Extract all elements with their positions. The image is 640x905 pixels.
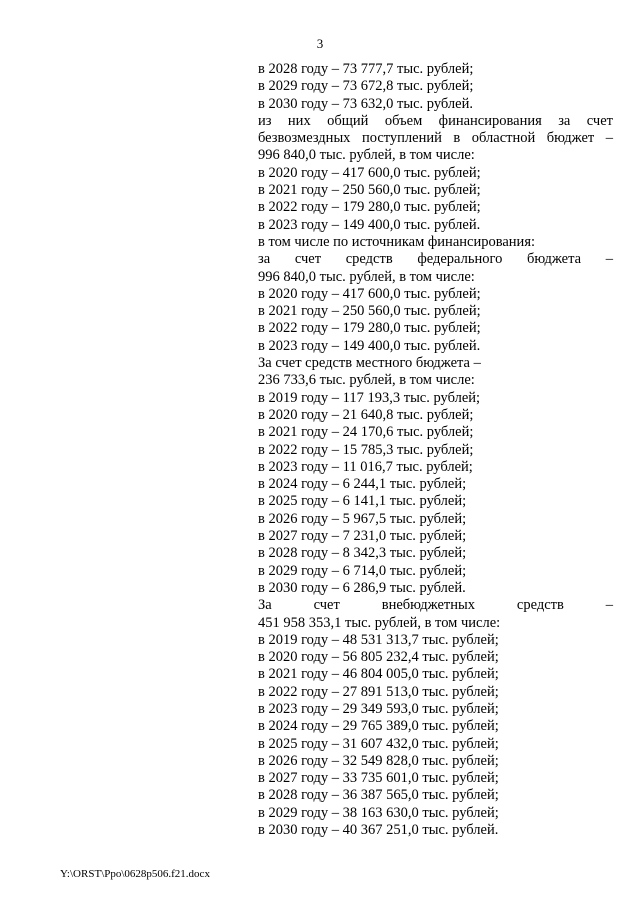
text-line: из них общий объем финансирования за счет bbox=[258, 112, 613, 129]
text-line: в 2020 году – 21 640,8 тыс. рублей; bbox=[258, 406, 474, 423]
text-line: в 2023 году – 149 400,0 тыс. рублей. bbox=[258, 337, 481, 354]
text-line: в 2026 году – 5 967,5 тыс. рублей; bbox=[258, 510, 467, 527]
text-line: За счет внебюджетных средств – bbox=[258, 597, 613, 614]
text-line: в 2023 году – 29 349 593,0 тыс. рублей; bbox=[258, 700, 499, 717]
text-line: 996 840,0 тыс. рублей, в том числе: bbox=[258, 268, 475, 285]
document-body bbox=[258, 61, 613, 839]
text-line: 451 958 353,1 тыс. рублей, в том числе: bbox=[258, 614, 501, 631]
text-line: в 2021 году – 250 560,0 тыс. рублей; bbox=[258, 303, 481, 320]
text-line: в 2021 году – 46 804 005,0 тыс. рублей; bbox=[258, 666, 499, 683]
file-path-footer: Y:\ORST\Ppo\0628p506.f21.docx bbox=[60, 868, 210, 880]
text-line: в 2019 году – 117 193,3 тыс. рублей; bbox=[258, 389, 481, 406]
text-line: 996 840,0 тыс. рублей, в том числе: bbox=[258, 147, 475, 164]
text-line: в 2022 году – 27 891 513,0 тыс. рублей; bbox=[258, 683, 499, 700]
text-line: в 2029 году – 73 672,8 тыс. рублей; bbox=[258, 78, 474, 95]
text-line: в 2022 году – 179 280,0 тыс. рублей; bbox=[258, 320, 481, 337]
text-line: в 2020 году – 56 805 232,4 тыс. рублей; bbox=[258, 649, 499, 666]
text-line: в 2020 году – 417 600,0 тыс. рублей; bbox=[258, 164, 481, 181]
text-line: в 2025 году – 31 607 432,0 тыс. рублей; bbox=[258, 735, 499, 752]
text-line: в 2021 году – 24 170,6 тыс. рублей; bbox=[258, 424, 474, 441]
text-line: в 2030 году – 6 286,9 тыс. рублей. bbox=[258, 579, 466, 596]
text-line: в 2022 году – 179 280,0 тыс. рублей; bbox=[258, 199, 481, 216]
text-line: в 2020 году – 417 600,0 тыс. рублей; bbox=[258, 285, 481, 302]
text-line: в 2019 году – 48 531 313,7 тыс. рублей; bbox=[258, 631, 499, 648]
text-line: в 2025 году – 6 141,1 тыс. рублей; bbox=[258, 493, 467, 510]
text-line: в 2021 году – 250 560,0 тыс. рублей; bbox=[258, 182, 481, 199]
text-line: в 2022 году – 15 785,3 тыс. рублей; bbox=[258, 441, 474, 458]
text-line: в 2024 году – 6 244,1 тыс. рублей; bbox=[258, 476, 467, 493]
text-line: в 2028 году – 8 342,3 тыс. рублей; bbox=[258, 545, 467, 562]
text-line: в 2023 году – 149 400,0 тыс. рублей. bbox=[258, 216, 481, 233]
text-line: в 2024 году – 29 765 389,0 тыс. рублей; bbox=[258, 718, 499, 735]
text-line: в 2028 году – 73 777,7 тыс. рублей; bbox=[258, 61, 474, 77]
text-line: в 2028 году – 36 387 565,0 тыс. рублей; bbox=[258, 787, 499, 804]
text-line: безвозмездных поступлений в областной бюджет – bbox=[258, 130, 613, 147]
page-number: 3 bbox=[316, 36, 324, 51]
text-line: За счет средств местного бюджета – bbox=[258, 355, 481, 372]
text-line: в 2023 году – 11 016,7 тыс. рублей; bbox=[258, 458, 473, 475]
text-line: в 2027 году – 33 735 601,0 тыс. рублей; bbox=[258, 770, 499, 787]
text-line: 236 733,6 тыс. рублей, в том числе: bbox=[258, 372, 475, 389]
text-line: в 2029 году – 6 714,0 тыс. рублей; bbox=[258, 562, 467, 579]
text-line: в 2030 году – 40 367 251,0 тыс. рублей. bbox=[258, 822, 499, 839]
text-line: в 2027 году – 7 231,0 тыс. рублей; bbox=[258, 528, 467, 545]
text-line: в 2029 году – 38 163 630,0 тыс. рублей; bbox=[258, 804, 499, 821]
text-line: в 2030 году – 73 632,0 тыс. рублей. bbox=[258, 95, 473, 112]
text-line: за счет средств федерального бюджета – bbox=[258, 251, 613, 268]
text-line: в 2026 году – 32 549 828,0 тыс. рублей; bbox=[258, 752, 499, 769]
text-line: в том числе по источникам финансирования: bbox=[258, 233, 536, 250]
